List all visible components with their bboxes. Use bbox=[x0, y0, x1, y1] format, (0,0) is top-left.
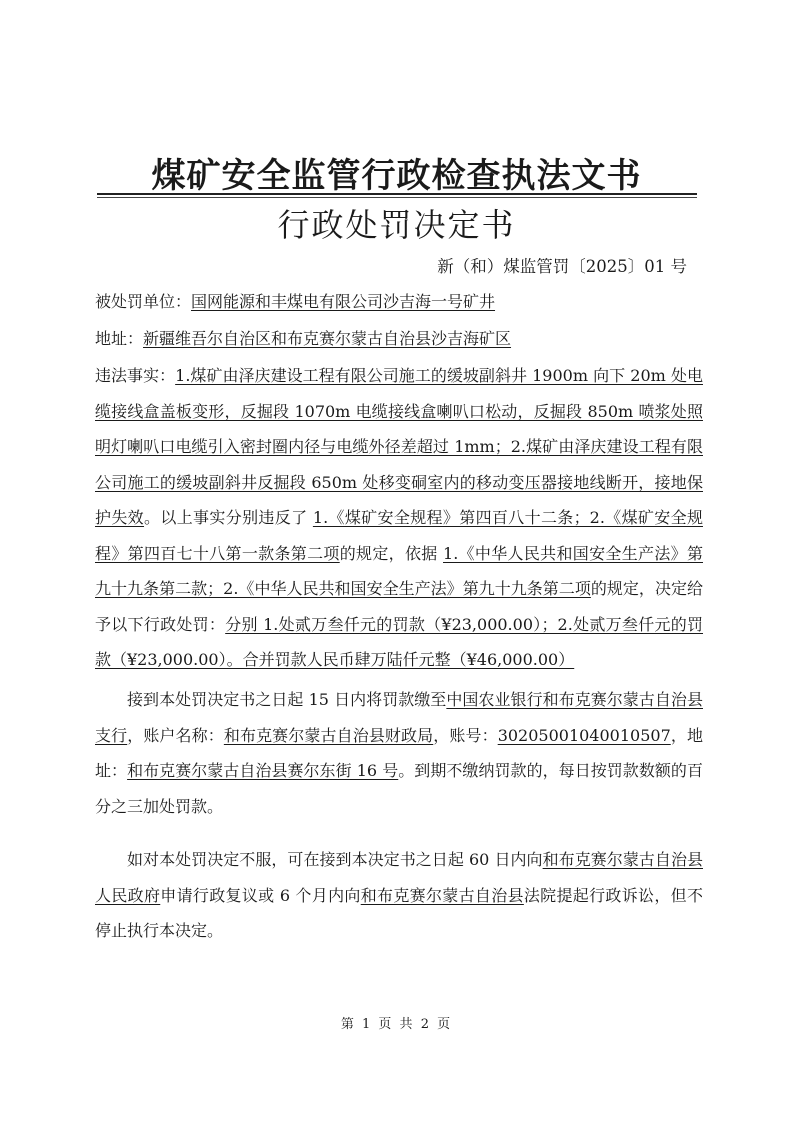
appeal-text-2: 申请行政复议或 6 个月内向 bbox=[160, 885, 361, 905]
bank-name: 中国农业银行和布克赛尔蒙古自治县支行 bbox=[95, 690, 703, 745]
payment-text-3: ，账号： bbox=[433, 725, 498, 745]
bank-address: 和布克赛尔蒙古自治县赛尔东街 16 号 bbox=[127, 761, 399, 780]
appeal-government: 和布克赛尔蒙古自治县人民政府 bbox=[95, 850, 703, 905]
penalized-unit-value: 国网能源和丰煤电有限公司沙吉海一号矿井 bbox=[191, 292, 496, 311]
address-value: 新疆维吾尔自治区和布克赛尔蒙古自治县沙吉海矿区 bbox=[143, 329, 512, 348]
document-subtitle: 行政处罚决定书 bbox=[277, 206, 516, 244]
address-row bbox=[95, 326, 511, 349]
header-divider-thin bbox=[97, 197, 697, 198]
violated-regulations: 1.《煤矿安全规程》第四百八十二条；2.《煤矿安全规程》第四百七十八第一款条第二项 bbox=[95, 508, 703, 563]
document-header-title: 煤矿安全监管行政检查执法文书 bbox=[151, 156, 642, 196]
appeal-court: 和布克赛尔蒙古自治县 bbox=[360, 885, 524, 905]
penalized-unit-label: 被处罚单位： bbox=[95, 292, 192, 311]
payment-text-4: ，地址： bbox=[95, 725, 703, 780]
document-number: 新（和）煤监管罚〔2025〕01 号 bbox=[437, 257, 687, 276]
address-label: 地址： bbox=[95, 329, 144, 348]
decision-prefix: 的规定，决定给予以下行政处罚： bbox=[95, 579, 703, 634]
legal-basis: 1.《中华人民共和国安全生产法》第九十九条第二款；2.《中华人民共和国安全生产法》第九十九条第二项 bbox=[95, 543, 703, 598]
payment-paragraph bbox=[95, 682, 703, 824]
penalty-text: 分别 1.处贰万叁仟元的罚款（¥23,000.00）；2.处贰万叁仟元的罚款（¥23,000.00）。合并罚款人民币肆万陆仟元整（¥46,000.00） bbox=[95, 614, 703, 669]
account-name: 和布克赛尔蒙古自治县财政局 bbox=[223, 725, 434, 745]
header-divider bbox=[97, 193, 697, 195]
penalized-unit-row bbox=[95, 289, 495, 312]
payment-text-5: 。到期不缴纳罚款的，每日按罚款数额的百分之三加处罚款。 bbox=[95, 761, 703, 816]
facts-text: 1.煤矿由泽庆建设工程有限公司施工的缓坡副斜井 1900m 向下 20m 处电缆接线盒盖板变形，反掘段 1070m 电缆接线盒喇叭口松动，反掘段 850m 喷浆处照明灯喇叭口电缆引入密封圈内径与电缆外径差超过 1mm；2.煤矿由泽庆建设工程有限公司施工的缓坡副斜井反掘段 650m 处移变硐室内的移动变压器接地线断开，接地保护失效 bbox=[95, 366, 703, 527]
appeal-paragraph bbox=[95, 842, 703, 949]
facts-label: 违法事实： bbox=[95, 366, 176, 385]
page-number: 第 1 页 共 2 页 bbox=[340, 1017, 453, 1032]
appeal-text-3: 法院提起行政诉讼，但不停止执行本决定。 bbox=[95, 885, 703, 940]
basis-prefix: 的规定，依据 bbox=[339, 543, 444, 563]
violation-facts-paragraph bbox=[95, 358, 703, 678]
appeal-text-1: 如对本处罚决定不服，可在接到本决定书之日起 60 日内向 bbox=[127, 850, 543, 869]
payment-text-1: 接到本处罚决定书之日起 15 日内将罚款缴至 bbox=[127, 690, 447, 709]
account-number: 30205001040010507 bbox=[497, 725, 671, 745]
payment-text-2: ，账户名称： bbox=[127, 725, 224, 745]
violated-prefix: 。以上事实分别违反了 bbox=[144, 508, 313, 527]
